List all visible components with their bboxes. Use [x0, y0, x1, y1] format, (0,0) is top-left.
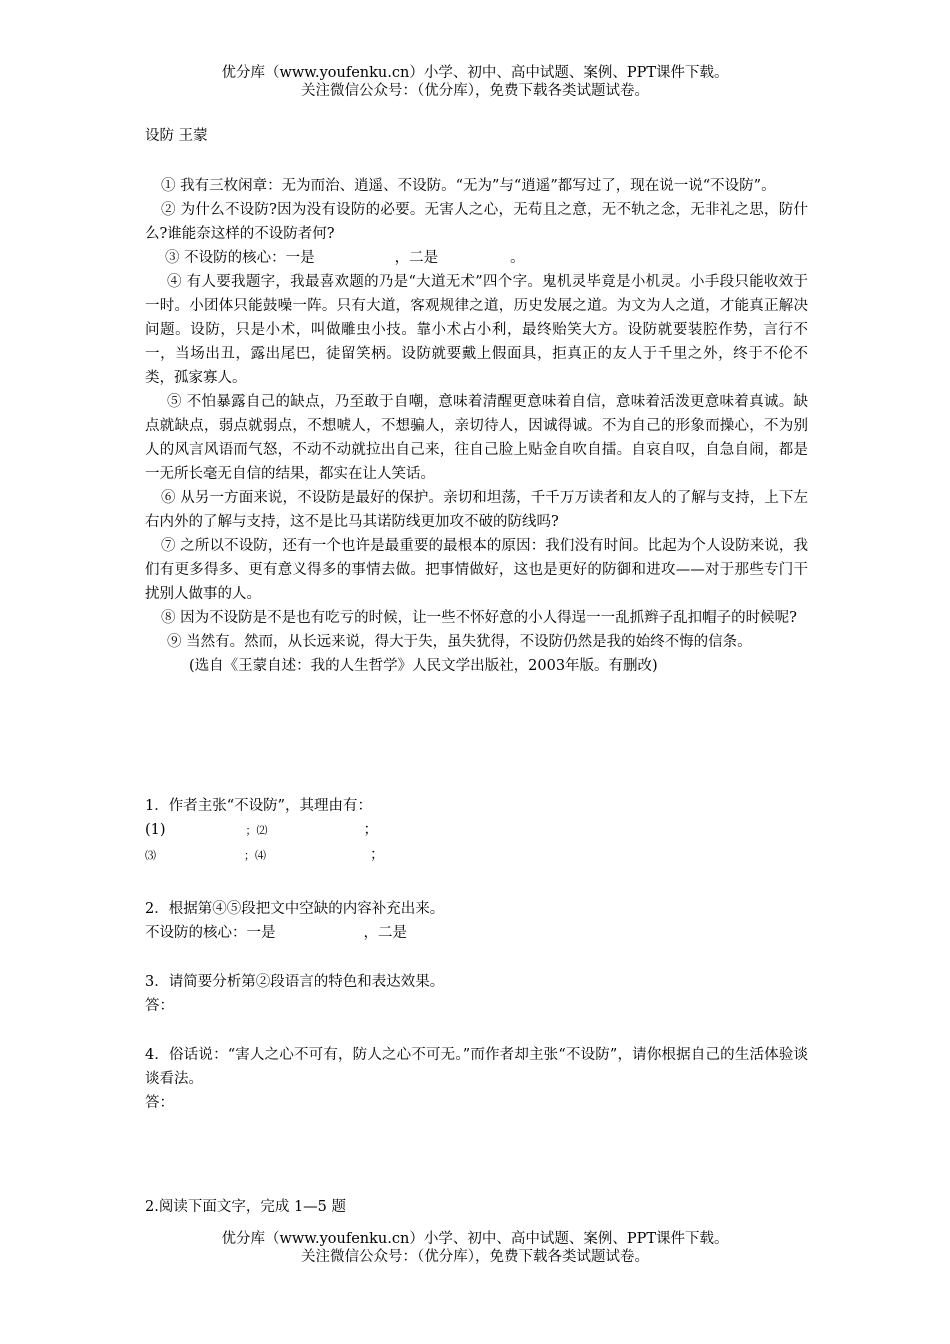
paragraph-3-part-c: 。: [510, 250, 525, 266]
question-4: 4．俗话说：“害人之心不可有，防人之心不可无。”而作者却主张“不设防”，请你根据自己的生活体验谈谈看法。: [145, 1047, 808, 1087]
question-1: 1．作者主张“不设防”，其理由有：: [145, 798, 373, 814]
paragraph-7: ⑦ 之所以不设防，还有一个也许是最重要的最根本的原因：我们没有时间。比起为个人设防来说，我们有更多得多、更有意义得多的事情去做。把事情做好，这也是更好的防御和进攻——对于那些专门干扰别人做事的人。: [145, 538, 808, 602]
article-source: (选自《王蒙自述：我的人生哲学》人民文学出版社，2003年版。有删改): [189, 658, 658, 674]
paragraph-9: ⑨ 当然有。然而，从长远来说，得大于失，虽失犹得，不设防仍然是我的始终不悔的信条。: [167, 634, 752, 650]
paragraph-8: ⑧ 因为不设防是不是也有吃亏的时候，让一些不怀好意的小人得逞一一乱抓辫子乱扣帽子的时候呢?: [161, 610, 797, 626]
blank-label-2: ；⑵: [245, 824, 268, 837]
blank-label-1: (1): [145, 822, 166, 838]
paragraph-2: ② 为什么不设防?因为没有设防的必要。无害人之心，无苟且之意，无不轨之念，无非礼之思，防什么?谁能奈这样的不设防者何?: [145, 202, 808, 242]
question-2-part-b: ，二是: [363, 925, 407, 941]
blank-label-3: ⑶: [145, 849, 156, 862]
paragraph-4: ④ 有人要我题字，我最喜欢题的乃是“大道无术”四个字。鬼机灵毕竟是小机灵。小手段只能收效于一时。小团体只能鼓噪一阵。只有大道，客观规律之道，历史发展之道。为文为人之道，才能真正解决问题。设防，只是小术，叫做雕虫小技。靠小术占小利，最终贻笑大方。设防就要装腔作势，言行不一，当场出丑，露出尾巴，徒留笑柄。设防就要戴上假面具，拒真正的友人于千里之外，终于不伦不类，孤家寡人。: [145, 274, 808, 386]
footer-line-1: 优分库（www.youfenku.cn）小学、初中、高中试题、案例、PPT课件下载。: [221, 1231, 729, 1247]
footer-line-2: 关注微信公众号：（优分库），免费下载各类试题试卷。: [301, 1249, 649, 1265]
paragraph-5: ⑤ 不怕暴露自己的缺点，乃至敢于自嘲，意味着清醒更意味着自信，意味着活泼更意味着真诚。缺点就缺点，弱点就弱点，不想唬人，不想骗人，亲切待人，因诚得诚。不为自己的形象而操心，不为别人的风言风语而气怒，不动不动就拉出自己来，往自己脸上贴金自吹自擂。自哀自叹，自急自闹，都是一无所长毫无自信的结果，都实在让人笑话。: [145, 394, 808, 482]
blank-label-4: ；⑷: [244, 849, 266, 862]
page-header: [0, 64, 950, 100]
header-line-1: 优分库（www.youfenku.cn）小学、初中、高中试题、案例、PPT课件下载。: [221, 65, 729, 81]
question-3: 3．请简要分析第②段语言的特色和表达效果。: [145, 974, 445, 990]
paragraph-1: ① 我有三枚闲章：无为而治、逍遥、不设防。“无为”与“逍遥”都写过了，现在说一说“不设防”。: [161, 178, 776, 194]
question-2-block: [145, 897, 808, 945]
question-2: 2．根据第④⑤段把文中空缺的内容补充出来。: [145, 901, 445, 917]
question-2-blanks: [145, 921, 808, 945]
questions: [145, 794, 808, 868]
blank-end-4: ；: [370, 847, 385, 863]
question-3-answer: 答：: [145, 998, 174, 1014]
paragraph-3-part-a: ③ 不设防的核心：一是: [165, 250, 315, 266]
question-4-answer: 答：: [145, 1095, 174, 1111]
question-3-block: [145, 970, 808, 1018]
paragraph-6: ⑥ 从另一方面来说，不设防是最好的保护。亲切和坦荡，千千万万读者和友人的了解与支持，上下左右内外的了解与支持，这不是比马其诺防线更加攻不破的防线吗?: [145, 490, 808, 530]
paragraph-3: [145, 246, 808, 270]
next-section-heading: 2.阅读下面文字，完成 1—5 题: [145, 1199, 347, 1215]
question-1-blanks-row-2: [145, 843, 808, 868]
header-line-2: 关注微信公众号：（优分库），免费下载各类试题试卷。: [301, 83, 649, 99]
page-footer: [0, 1230, 950, 1266]
article-body: [145, 174, 808, 678]
question-1-blanks-row-1: [145, 818, 808, 843]
blank-end-2: ；: [363, 822, 379, 838]
question-4-block: [145, 1043, 808, 1115]
article-title: 设防 王蒙: [145, 128, 208, 144]
question-2-part-a: 不设防的核心：一是: [145, 925, 276, 941]
paragraph-3-part-b: ，二是: [394, 250, 439, 266]
